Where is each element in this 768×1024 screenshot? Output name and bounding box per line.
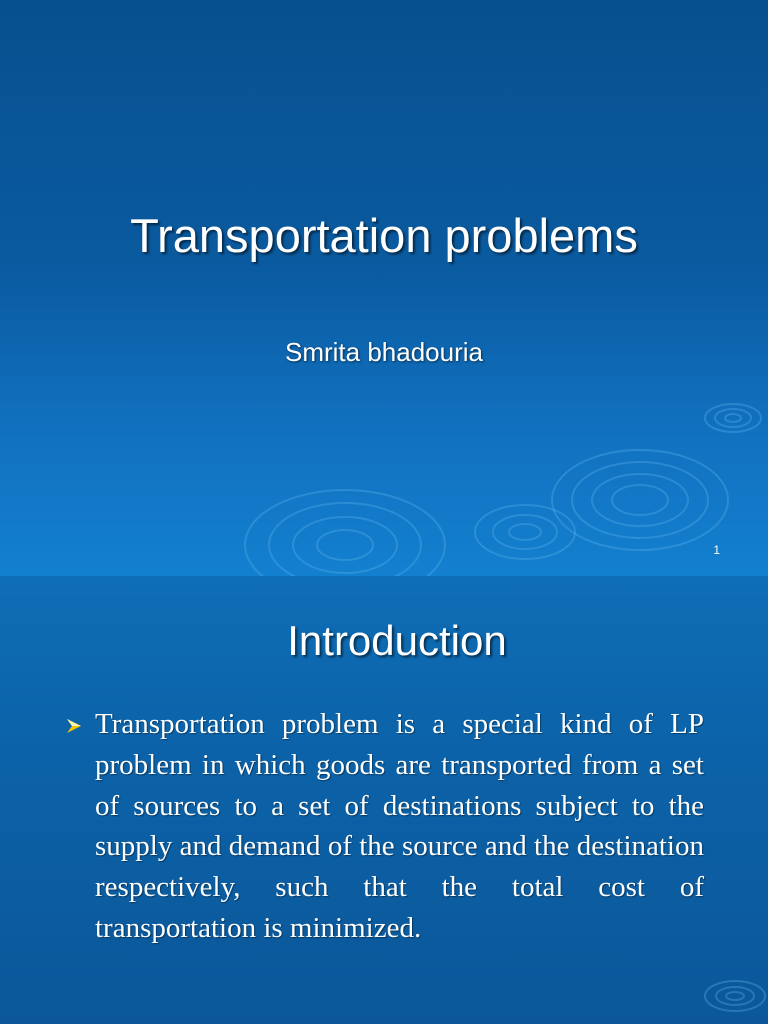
slide-title: Transportation problems <box>130 209 638 262</box>
bullet-text: Transportation problem is a special kind of LP problem in which goods are transported from a set of sources to a set of destinations subject to the supply and demand of the source and the destination respectively, such that the total cost of transportation is minimized. <box>95 708 704 944</box>
arrow-bullet-icon <box>64 716 84 736</box>
slide-heading: Introduction <box>287 617 507 664</box>
content-slide <box>0 576 768 1024</box>
slide-subtitle: Smrita bhadouria <box>285 337 483 367</box>
bullet-list <box>64 704 704 949</box>
slide-number: 1 <box>713 543 720 557</box>
